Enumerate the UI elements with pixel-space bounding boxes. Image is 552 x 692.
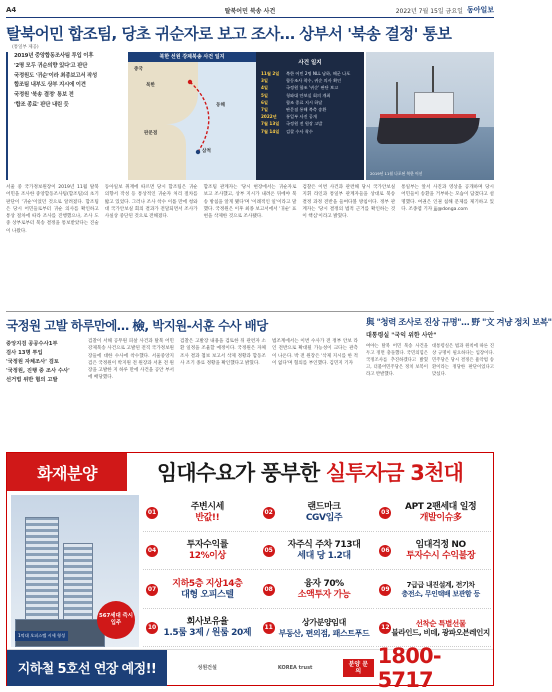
ad-title [127,457,493,487]
feature-number: 06 [379,545,391,557]
map-title: 북한 선원 강제북송 사건 일지 [128,52,256,62]
feature-highlight: 충전소, 무인택배 보관함 등 [401,589,480,598]
photo-caption: 2019년 11월 나포된 북한 어선 [370,171,423,176]
third-headline: 與 "청력 조사로 진상 규명"… 野 "文 겨냥 정치 보복" [366,318,552,328]
feature-line: 융자 70% [304,578,344,589]
timeline-date: 2022년 [261,114,277,120]
feature-cell [143,495,258,532]
subhead-line: '국정원, 진행 중 조사 수사' [6,368,70,374]
feature-cell [376,611,491,648]
main-headline: 탈북어민 합조팀, 당초 귀순자로 보고 조사… 상부서 '북송 결정' 통보 [6,25,452,43]
boat-photo [366,52,494,180]
timeline-row [261,99,359,106]
lead-line: 국정원도 '귀순'이라 최종보고서 작성 [14,72,98,79]
timeline-text: 국정원 전 원장 고발 [286,121,323,127]
real-estate-ad[interactable] [6,452,494,692]
article-column: 법조계에서는 이번 수사가 전 정부 안보 라인 전반으로 확대될 가능성이 크다는 관측이 나온다. 박 전 원장은 '삭제 지시를 한 적이 없다'며 혐의를 부인했다. 김민지 기자 [272,339,358,366]
timeline-row [261,70,359,77]
timeline-date: 7월 14일 [261,128,280,134]
map-label: 중국 [134,67,143,72]
article-column: 대통령실은 법과 원칙에 따른 진상 규명이 필요하다는 입장이다. 민주당은 당시 결정은 흉악범 송환이라는 정당한 판단이었다고 맞섰다. [432,344,494,377]
move-in-badge: 567세대 즉시입주 [97,601,135,639]
sponsor-logo: KOREA trust [277,664,313,671]
timeline-row [261,128,359,135]
feature-line: 주변시세 [190,501,224,512]
boat-mast [432,66,434,94]
timeline-date: 5일 [261,92,268,98]
article-column: 서울 중 국가정보원장이 2019년 11월 탈북 어민을 조사한 중앙합동조사팀(합조팀)의 초기 판단이 '귀순'이었던 것으로 알려졌다. 합조팀은 당시 어민들로부터 귀순 의사를 확인하고 통상 절차에 따라 조사를 진행했으나, 조사 도중 상부로부터 북송 결정을 통보받았다는 진술이 나왔다. [6,185,99,234]
article-column: 검찰이 서해 공무원 피살 사건과 탈북 어민 강제북송 사건으로 고발된 전직 국가정보원장들에 대한 수사에 착수했다. 서울중앙지검은 국정원이 박지원 전 원장과 서훈 전 원장을 고발한 지 하루 만에 사건을 공안 부서에 배당했다. [88,339,174,381]
boat-cabin [414,92,454,116]
timeline-row [261,113,359,120]
second-article-body [88,338,358,448]
feature-line: 7급급 내진설계, 전기차 [406,580,475,589]
timeline-date: 3일 [261,78,268,84]
timeline-text: 청와대 안보실 회의 개최 [286,92,331,98]
feature-highlight: 개발이슈多 [419,512,462,523]
article-column: 동아일보 취재에 따르면 당시 합조팀은 귀순 의향서 작성 등 통상적인 귀순자 처리 절차를 밟고 있었다. 그러나 조사 착수 이틀 만에 청와대 국가안보실 회의 결과가 전달되면서 조사가 사실상 중단된 것으로 전해졌다. [104,185,198,220]
feature-number: 02 [263,507,275,519]
feature-number: 09 [379,584,391,596]
feature-line: 자주식 주차 713대 [287,540,361,551]
feature-highlight: 세대 당 1.2대 [297,551,351,562]
feature-cell [143,534,258,571]
ad-tag: 화재분양 [7,453,127,491]
article-column: 합조팀 관계자는 '당시 현장에서는 귀순자로 보고 조사했고, 상부 지시가 내려온 뒤에야 북송 방침을 알게 됐다'며 '이례적인 일'이라고 말했다. 국정원은 이후 최종 보고서에서 '귀순' 표현을 삭제한 것으로 조사됐다. [203,185,297,220]
subhead-line: 검사 13명 투입 [6,350,43,356]
event-timeline [256,52,364,180]
timeline-text: 합동조사 착수, 귀순 의사 확인 [286,78,342,84]
article-body [6,184,494,308]
feature-number: 01 [146,507,158,519]
subhead-line: 중앙지검 공공수사1부 [6,341,58,347]
issue-date: 2022년 7월 15일 금요일 [395,7,463,15]
feature-cell [376,534,491,571]
article-column: 여야는 탈북 어민 북송 사건을 두고 정면 충돌했다. 국민의힘은 국정조사를 추진하겠다고 밝혔고, 더불어민주당은 정치 보복이라고 반발했다. [366,344,428,377]
timeline-row [261,120,359,127]
map-label: 삼척 [202,149,211,154]
timeline-date: 11월 2일 [261,71,280,76]
feature-number: 03 [379,507,391,519]
feature-number: 07 [146,584,158,596]
feature-number: 12 [379,622,391,634]
feature-highlight: 블라인드, 비데, 광파오븐레인지 [391,628,490,638]
feature-line: 상가분양임대 [302,618,346,628]
headline-source: (통일부 제공) [12,45,39,50]
timeline-row [261,106,359,113]
feature-number: 11 [263,622,275,634]
route-line [128,52,256,180]
map-label: 동해 [216,103,225,108]
ad-footer [7,643,493,692]
page-header [6,4,494,16]
lead-line: '합조 종료' 판단 내린 듯 [14,101,69,108]
feature-line: 랜드마크 [307,501,341,512]
timeline-date: 6일 [261,99,268,105]
timeline-date: 4일 [261,85,268,91]
feature-line: 투자수익률 [186,540,229,551]
subhead-line: 선거법 위반 혐의 고발 [6,377,58,383]
timeline-text: 국정원 합조 '귀순' 판단 보고 [286,85,339,91]
timeline-text: 북한 어민 2명 NLL 남하, 해군 나포 [286,71,351,76]
price-badge: 1억대 오피스텔 시세 형성 [15,631,68,641]
boat-mast [396,82,398,116]
second-headline: 국정원 고발 하루만에… 檢, 박지원-서훈 수사 배당 [6,318,268,333]
timeline-row [261,84,359,91]
feature-cell [376,495,491,532]
feature-grid [143,495,491,647]
feature-number: 04 [146,545,158,557]
feature-cell [143,572,258,609]
sponsor-logo: 성원건설 [197,665,217,671]
page-number: A4 [6,6,17,14]
phone-number[interactable]: 1800-5717 [377,643,441,692]
timeline-row [261,77,359,84]
timeline-text: 통일부 사진 공개 [286,114,317,120]
timeline-title: 사건 일지 [298,60,322,66]
feature-cell [143,611,258,648]
timeline-date: 7월 13일 [261,121,280,127]
timeline-row [261,92,359,99]
feature-cell [260,534,375,571]
third-article [366,316,552,448]
header-meta [396,5,494,15]
feature-number: 08 [263,584,275,596]
lead-summary [6,52,124,180]
feature-highlight: 대형 오피스텔 [181,589,234,600]
building-illustration [11,495,139,647]
feature-number: 10 [146,622,158,634]
section-divider [6,311,494,312]
ad-header [7,453,493,491]
lead-line: 2019년 중앙합동조사팀 투입 이후 [14,53,94,59]
ad-title-highlight: 실투자금 3천대 [325,461,464,485]
subway-banner: 지하철 5호선 연장 예정!! [7,650,167,686]
article-column: 검찰은 고발장 내용을 검토한 뒤 관련자 소환 일정을 조율할 예정이다. 국정원은 자체 조사 결과 첩보 보고서 삭제 정황과 합동조사 조기 종료 정황을 확인했다고 밝혔다. [180,339,266,366]
timeline-text: 판문점 통해 북측 송환 [286,107,327,113]
lead-line: '2명 모두 귀순의향 있다'고 판단 [14,62,88,69]
route-map [128,52,256,180]
timeline-text: 합조 종료 지시 하달 [286,99,323,105]
sponsor-logos [167,664,343,671]
feature-highlight: 부동산, 편의점, 패스트푸드 [278,629,370,639]
feature-number: 05 [263,545,275,557]
feature-line: 선착순 특별선물 [415,618,466,628]
feature-highlight: CGV입주 [305,512,343,523]
feature-highlight: 1.5룸 3제 / 원룸 20제 [163,628,252,639]
feature-highlight: 12%이상 [188,551,226,562]
feature-highlight: 투자수시 수익불장 [406,551,476,562]
timeline-text: 검찰 수사 착수 [286,128,313,134]
newspaper-logo: 동아일보 [466,5,494,14]
article-column: 검찰은 이번 사건과 관련해 당시 국가안보실 지휘 라인과 통일부 관계자들을 상대로 북송 결정 과정 전반을 들여다볼 방침이다. 정부 관계자는 '당시 결정의 법적 근거를 확인하는 것이 핵심'이라고 밝혔다. [302,185,396,220]
contact-box[interactable] [343,643,493,692]
subhead-line: '국정원 자체조사' 검토 [6,359,59,365]
map-label: 판문점 [144,131,158,136]
feature-line: 회사보유율 [186,617,229,628]
feature-line: 임대걱정 NO [415,540,466,551]
header-rule [6,17,494,18]
feature-cell [260,495,375,532]
second-subheads [6,340,86,385]
lead-line: 합조팀 내부도 상부 지시에 이견 [14,82,86,89]
article-column: 통일부는 앞서 사진과 영상을 공개하며 당시 어민들이 송환을 거부하는 모습이 담겼다고 설명했다. 여권은 인권 침해 문제를 제기하고 있다. 조종엽 기자 jjj@donga.com [401,185,494,212]
feature-cell [260,572,375,609]
section-title: 탈북어민 북송 사건 [224,7,276,15]
feature-cell [260,611,375,648]
timeline-date: 7일 [261,107,268,113]
lead-line: 국정원 '북송 결정' 통보 전 [14,92,74,99]
phone-label: 분양 문의 [343,659,374,677]
feature-highlight: 소액투자 가능 [297,589,351,600]
boat-hull [376,118,480,144]
map-label: 북한 [146,83,155,88]
ad-title-part: 임대수요가 풍부한 [156,461,326,485]
feature-highlight: 반값!! [195,512,220,523]
third-subhead: 대통령실 "국익 위한 사안" [366,332,437,339]
feature-cell [376,572,491,609]
feature-line: 지하5층 지상14층 [172,578,243,589]
feature-line: APT 2팬세대 일정 [405,501,477,512]
